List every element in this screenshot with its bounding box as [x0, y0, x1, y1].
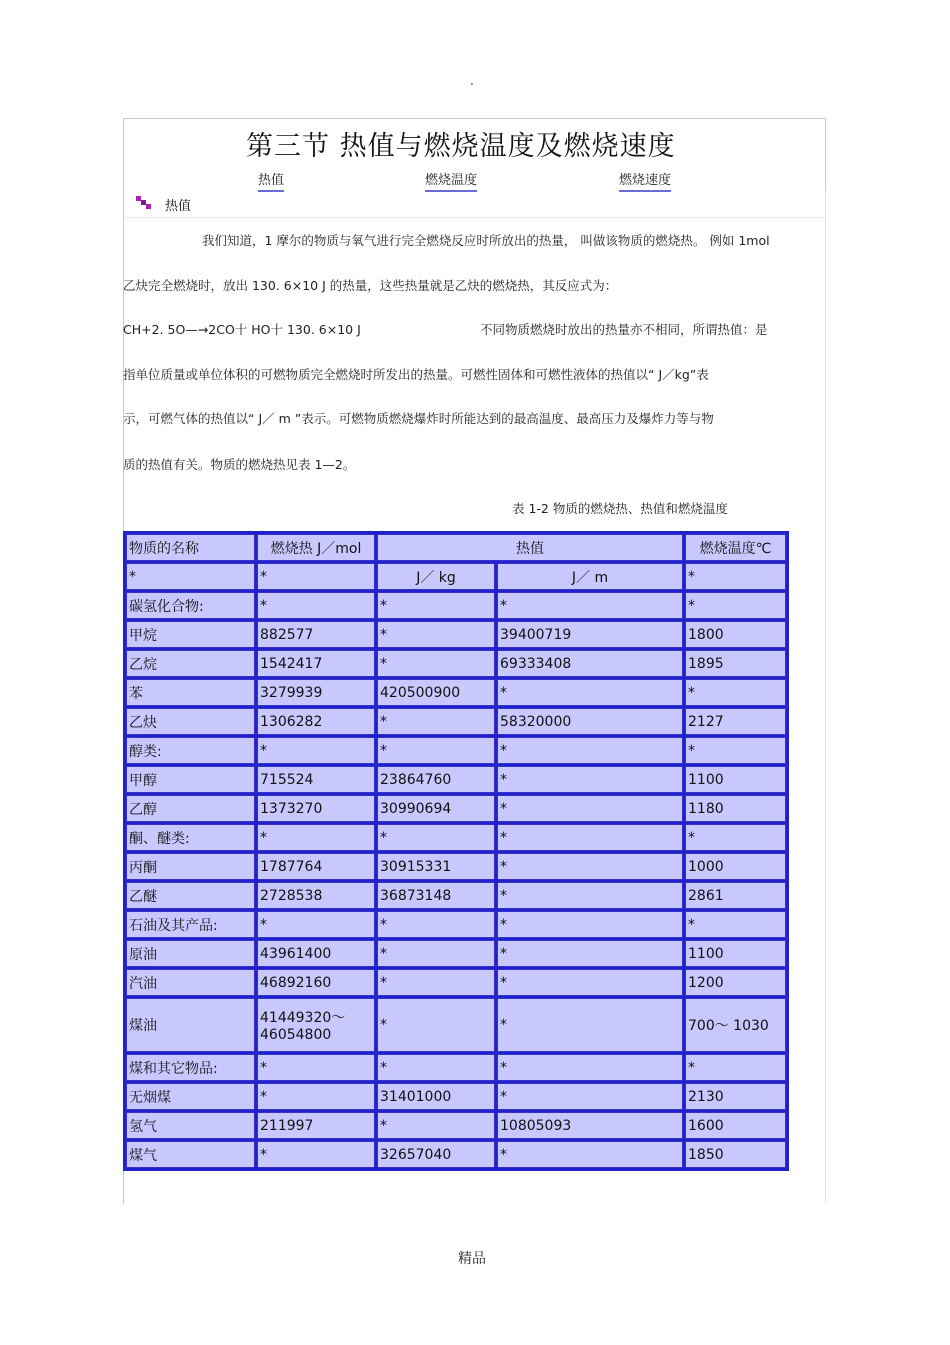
table-cell: *	[377, 1054, 495, 1081]
table-cell: 氢气	[126, 1112, 255, 1139]
table-cell: *	[126, 563, 255, 590]
table-row	[126, 1112, 786, 1139]
table-cell: 715524	[257, 766, 375, 793]
table-cell: 1200	[685, 969, 786, 996]
table-cell: *	[497, 1054, 683, 1081]
table-cell: *	[497, 824, 683, 851]
section-heading: 热值	[165, 199, 192, 214]
table-cell: 882577	[257, 621, 375, 648]
table-row	[126, 911, 786, 938]
table-row	[126, 679, 786, 706]
table-cell: *	[497, 853, 683, 880]
table-cell: 无烟煤	[126, 1083, 255, 1110]
table-cell: 乙烷	[126, 650, 255, 677]
table-row	[126, 737, 786, 764]
table-header-cell: 热值	[377, 534, 683, 561]
table-cell: 1542417	[257, 650, 375, 677]
page-footer: 精品	[458, 1251, 486, 1267]
table-cell: 丙酮	[126, 853, 255, 880]
table-body	[126, 592, 786, 1168]
table-row	[126, 1083, 786, 1110]
table-cell: 211997	[257, 1112, 375, 1139]
table-cell: *	[497, 998, 683, 1052]
paragraph-line-1: 我们知道，1 摩尔的物质与氧气进行完全燃烧反应时所放出的热量， 叫做该物质的燃烧热。 例如 1mol	[202, 233, 770, 248]
table-cell: 1600	[685, 1112, 786, 1139]
table-cell: 1306282	[257, 708, 375, 735]
table-cell: *	[497, 911, 683, 938]
table-cell: 2728538	[257, 882, 375, 909]
table-cell: 碳氢化合物:	[126, 592, 255, 619]
table-cell: *	[497, 766, 683, 793]
table-cell: 1373270	[257, 795, 375, 822]
table-cell: 1100	[685, 766, 786, 793]
table-row	[126, 969, 786, 996]
table-cell: 10805093	[497, 1112, 683, 1139]
table-cell: 1180	[685, 795, 786, 822]
table-cell: 46892160	[257, 969, 375, 996]
table-cell: 乙炔	[126, 708, 255, 735]
table-cell: *	[685, 1054, 786, 1081]
table-cell: *	[257, 563, 375, 590]
table-cell: 2127	[685, 708, 786, 735]
table-row	[126, 650, 786, 677]
table-cell: *	[377, 592, 495, 619]
table-cell: *	[497, 679, 683, 706]
table-row	[126, 940, 786, 967]
page-title: 第三节 热值与燃烧温度及燃烧速度	[246, 131, 676, 162]
table-cell: *	[257, 1141, 375, 1168]
table-cell: *	[685, 679, 786, 706]
table-cell: *	[685, 824, 786, 851]
table-cell: *	[257, 737, 375, 764]
table-cell: *	[685, 737, 786, 764]
table-caption: 表 1-2 物质的燃烧热、热值和燃烧温度	[512, 501, 728, 516]
divider	[123, 217, 826, 218]
table-cell: 1800	[685, 621, 786, 648]
table-cell: *	[377, 969, 495, 996]
table-cell: *	[497, 592, 683, 619]
table-cell: 30990694	[377, 795, 495, 822]
table-cell: *	[377, 708, 495, 735]
table-cell: 甲醇	[126, 766, 255, 793]
table-cell: 3279939	[257, 679, 375, 706]
table-cell: 甲烷	[126, 621, 255, 648]
table-cell: *	[377, 911, 495, 938]
table-cell: J／ m	[497, 563, 683, 590]
table-cell: 石油及其产品:	[126, 911, 255, 938]
table-cell: *	[257, 1054, 375, 1081]
table-cell: 1787764	[257, 853, 375, 880]
table-cell: 1850	[685, 1141, 786, 1168]
table-cell: *	[497, 1083, 683, 1110]
table-cell: 2130	[685, 1083, 786, 1110]
table-row	[126, 708, 786, 735]
nav-link-combustion-speed[interactable]: 燃烧速度	[619, 169, 671, 192]
table-cell: 汽油	[126, 969, 255, 996]
table-cell: 酮、醚类:	[126, 824, 255, 851]
table-cell: *	[377, 940, 495, 967]
table-row	[126, 882, 786, 909]
table-cell: 醇类:	[126, 737, 255, 764]
table-row	[126, 621, 786, 648]
table-cell: *	[377, 737, 495, 764]
section-bullet-icon	[136, 196, 152, 210]
table-cell: 2861	[685, 882, 786, 909]
table-cell: 煤气	[126, 1141, 255, 1168]
table-header-cell: 物质的名称	[126, 534, 255, 561]
table-cell: 36873148	[377, 882, 495, 909]
reaction-equation: CH+2. 5O—→2CO十 HO十 130. 6×10 J	[123, 322, 361, 337]
table-cell: *	[497, 940, 683, 967]
table-cell: *	[497, 1141, 683, 1168]
table-cell: 煤油	[126, 998, 255, 1052]
table-row	[126, 795, 786, 822]
table-cell: 420500900	[377, 679, 495, 706]
table-row	[126, 824, 786, 851]
table-row	[126, 853, 786, 880]
table-cell: *	[497, 795, 683, 822]
header-mark: .	[470, 74, 474, 88]
table-cell: 1895	[685, 650, 786, 677]
table-cell: *	[257, 911, 375, 938]
table-cell: 23864760	[377, 766, 495, 793]
table-cell: 原油	[126, 940, 255, 967]
table-cell: *	[377, 621, 495, 648]
table-cell: 43961400	[257, 940, 375, 967]
table-cell: *	[377, 650, 495, 677]
table-header-cell: 燃烧热 J／mol	[257, 534, 375, 561]
table-row	[126, 766, 786, 793]
nav-link-heat-value[interactable]: 热值	[258, 169, 284, 192]
table-cell: 乙醚	[126, 882, 255, 909]
table-row	[126, 592, 786, 619]
table-cell: 700～ 1030	[685, 998, 786, 1052]
table-cell: *	[257, 592, 375, 619]
table-row	[126, 998, 786, 1052]
table-cell: 1000	[685, 853, 786, 880]
paragraph-line-4: 指单位质量或单位体积的可燃物质完全燃烧时所发出的热量。可燃性固体和可燃性液体的热值以“ J／kg”表	[123, 367, 709, 382]
table-cell: 39400719	[497, 621, 683, 648]
table-cell: 41449320～ 46054800	[257, 998, 375, 1052]
table-cell: *	[377, 998, 495, 1052]
table-cell: 31401000	[377, 1083, 495, 1110]
paragraph-line-5: 示，可燃气体的热值以“ J／ m ”表示。可燃物质燃烧爆炸时所能达到的最高温度、最高压力及爆炸力等与物	[123, 411, 714, 426]
nav-link-combustion-temperature[interactable]: 燃烧温度	[425, 169, 477, 192]
table-cell: *	[257, 1083, 375, 1110]
table-cell: 30915331	[377, 853, 495, 880]
table-cell: *	[377, 824, 495, 851]
paragraph-line-6: 质的热值有关。物质的燃烧热见表 1—2。	[123, 457, 356, 472]
table-subheader-row	[126, 563, 786, 590]
table-cell: 乙醇	[126, 795, 255, 822]
table-cell: *	[497, 969, 683, 996]
table-cell: 苯	[126, 679, 255, 706]
frame-right-edge	[825, 190, 826, 1204]
table-header-cell: 燃烧温度℃	[685, 534, 786, 561]
table-cell: *	[685, 592, 786, 619]
table-cell: *	[497, 882, 683, 909]
table-cell: *	[257, 824, 375, 851]
table-row	[126, 1054, 786, 1081]
table-row	[126, 1141, 786, 1168]
table-cell: 1100	[685, 940, 786, 967]
table-cell: *	[685, 911, 786, 938]
paragraph-line-3b: 不同物质燃烧时放出的热量亦不相同，所谓热值：是	[480, 322, 768, 337]
combustion-table	[123, 531, 789, 1171]
table-header-row	[126, 534, 786, 561]
table-cell: 32657040	[377, 1141, 495, 1168]
paragraph-line-2: 乙炔完全燃烧时，放出 130. 6×10 J 的热量，这些热量就是乙炔的燃烧热，其反应式为：	[123, 278, 618, 293]
table-cell: *	[497, 737, 683, 764]
table-cell: J／ kg	[377, 563, 495, 590]
table-cell: *	[685, 563, 786, 590]
table-cell: 69333408	[497, 650, 683, 677]
table-cell: 58320000	[497, 708, 683, 735]
table-cell: *	[377, 1112, 495, 1139]
table-cell: 煤和其它物品:	[126, 1054, 255, 1081]
